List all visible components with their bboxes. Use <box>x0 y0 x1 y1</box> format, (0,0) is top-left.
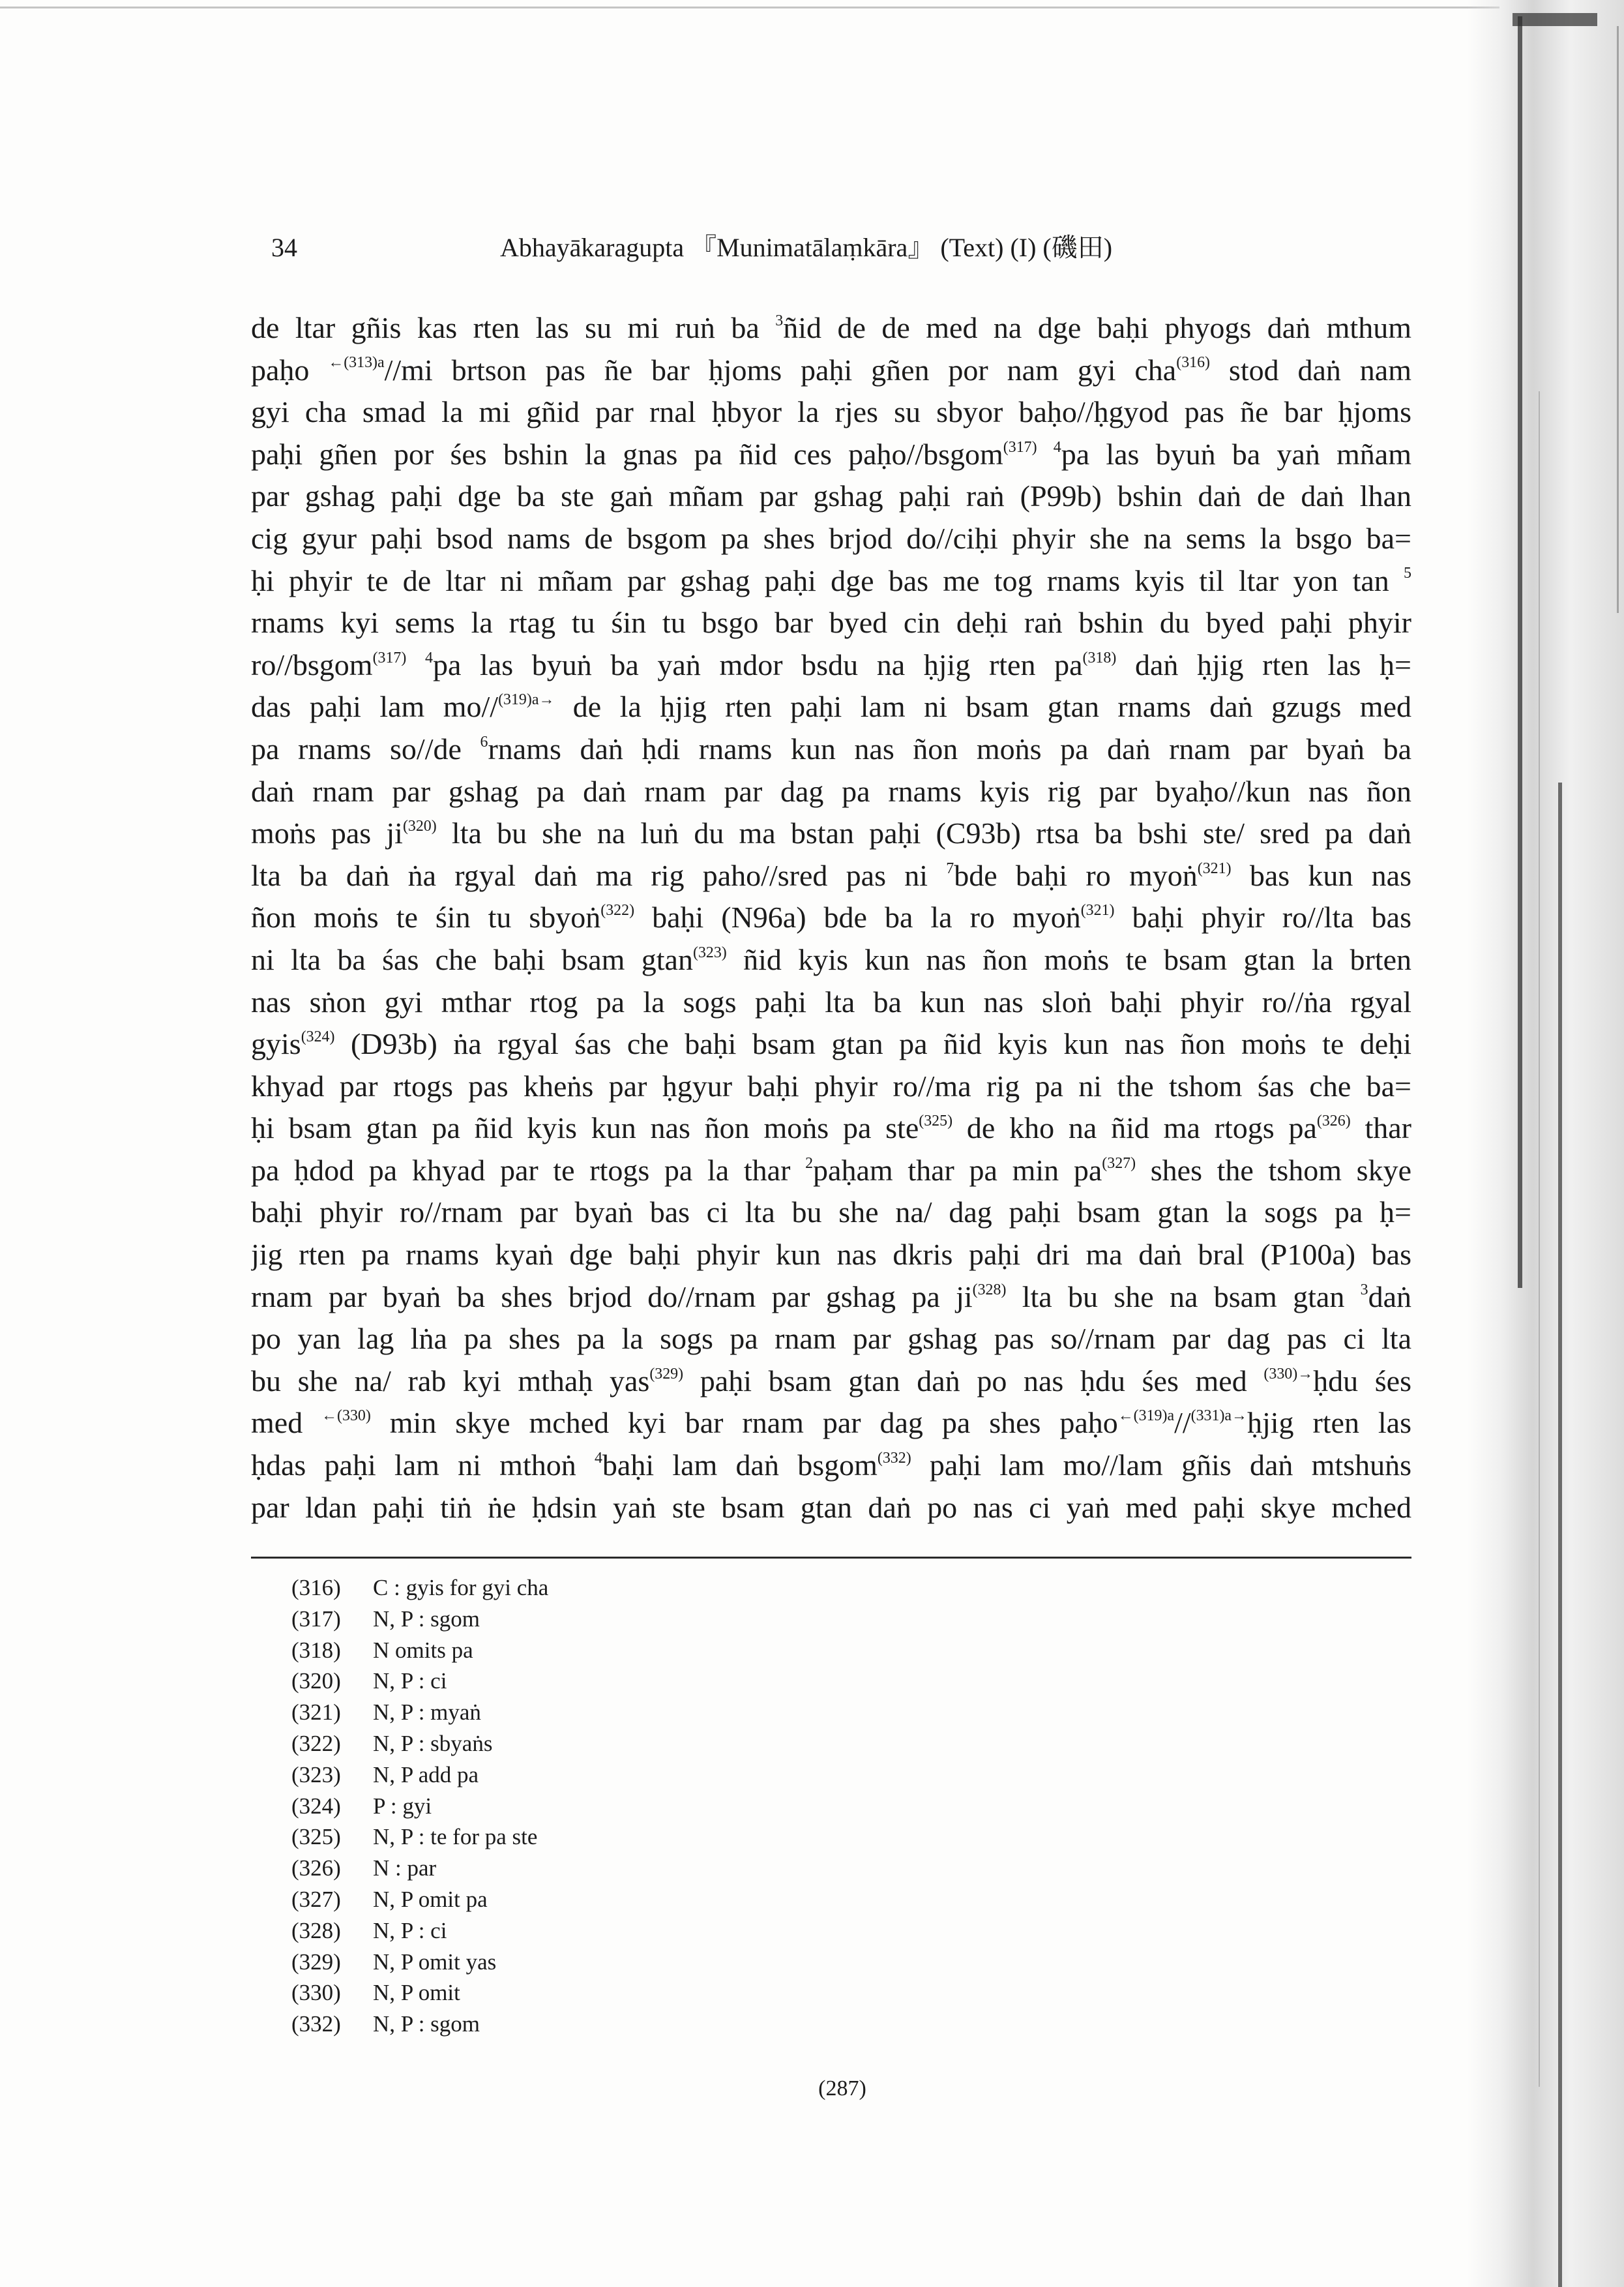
footnote <box>291 1572 1269 1604</box>
text-run: paḥi bsam gtan daṅ po nas ḥdu śes med <box>683 1364 1264 1398</box>
superscript-marker: (329) <box>649 1365 684 1383</box>
footnote-text: N, P omit pa <box>373 1886 488 1912</box>
text-run: moṅs pas ji <box>251 816 403 850</box>
text-run: rnams daṅ ḥdi rnams kun nas ñon moṅs pa daṅ rnam par byaṅ ba <box>488 732 1411 766</box>
superscript-marker: (325) <box>919 1113 953 1130</box>
footnote-text: N, P : sgom <box>373 2011 480 2037</box>
text-run: paḥi lam mo//lam gñis daṅ mtshuṅs <box>911 1448 1411 1482</box>
text-run: shes the tshom skye <box>1136 1153 1411 1187</box>
footnote-number: (323) <box>291 1761 341 1787</box>
scan-binding-shadow <box>1467 0 1624 2287</box>
text-line <box>251 1444 1411 1487</box>
footnote <box>291 1853 1269 1884</box>
text-run: baḥi (N96a) bde ba la ro myoṅ <box>634 901 1081 934</box>
text-run: daṅ ḥjig rten las ḥ= <box>1116 648 1411 681</box>
footnote-text: N omits pa <box>373 1637 473 1663</box>
text-run: ḥjig rten las <box>1247 1406 1411 1440</box>
text-run: baḥi phyir ro//rnam par byaṅ bas ci lta bu she na/ dag paḥi bsam gtan la sogs pa ḥ= <box>251 1195 1411 1229</box>
text-line <box>251 1487 1411 1529</box>
footnote-number: (325) <box>291 1824 341 1850</box>
text-line <box>251 434 1411 476</box>
text-line <box>251 1150 1411 1192</box>
text-line <box>251 813 1411 855</box>
footnote-text: N, P add pa <box>373 1761 479 1787</box>
text-line <box>251 350 1411 392</box>
superscript-marker: 4 <box>1053 438 1061 456</box>
text-line <box>251 1023 1411 1066</box>
footer-page-number: (287) <box>818 2076 866 2100</box>
superscript-marker: 6 <box>480 733 488 751</box>
footnote <box>291 1635 1269 1666</box>
text-line <box>251 686 1411 728</box>
text-run: pa ḥdod pa khyad par te rtogs pa la thar <box>251 1153 806 1187</box>
text-line <box>251 897 1411 939</box>
superscript-marker: 4 <box>425 649 433 666</box>
superscript-marker: (331)a→ <box>1190 1407 1247 1425</box>
footnote-number: (326) <box>291 1855 341 1881</box>
text-run: ni lta ba śas che baḥi bsam gtan <box>251 942 693 976</box>
text-run <box>406 648 425 681</box>
text-run: min skye mched kyi bar rnam par dag pa shes paḥo <box>370 1406 1118 1440</box>
footnote <box>291 1977 1269 2009</box>
superscript-marker: (330)→ <box>1263 1365 1314 1383</box>
running-title: Abhayākaragupta 『Munimatālaṃkāra』 (Text) (I) (磯田) <box>500 233 1113 262</box>
superscript-marker: ←(330) <box>321 1407 371 1425</box>
text-run: jig rten pa rnams kyaṅ dge baḥi phyir kun nas dkris paḥi dri ma daṅ bral (P100a) bas <box>251 1238 1411 1272</box>
text-run: bu she na/ rab kyi mthaḥ yas <box>251 1364 650 1398</box>
text-run: cig gyur paḥi bsod nams de bsgom pa shes brjod do//ciḥi phyir she na sems la bsgo ba= <box>251 521 1411 555</box>
text-run: baḥi phyir ro//lta bas <box>1114 901 1411 934</box>
superscript-marker: (323) <box>692 944 727 961</box>
superscript-marker: 5 <box>1404 565 1411 582</box>
footnote <box>291 1821 1269 1853</box>
text-line <box>251 855 1411 897</box>
footnote <box>291 1697 1269 1728</box>
footnote <box>291 1915 1269 1947</box>
text-run: (D93b) ṅa rgyal śas che baḥi bsam gtan pa ñid kyis kun nas ñon moṅs te deḥi <box>334 1027 1411 1061</box>
text-run: // <box>1174 1406 1191 1440</box>
text-run: ḥdu śes <box>1313 1364 1411 1398</box>
superscript-marker: 2 <box>805 1154 814 1172</box>
text-line <box>251 1066 1411 1108</box>
binding-edge-line <box>1539 391 1540 2087</box>
text-line <box>251 644 1411 687</box>
text-run: gyi cha smad la mi gñid par rnal ḥbyor la rjes su sbyor baḥo//ḥgyod pas ñe bar ḥjoms <box>251 395 1411 429</box>
text-run: po yan lag lṅa pa shes pa la sogs pa rnam par gshag pas so//rnam par dag pas ci lta <box>251 1322 1411 1356</box>
superscript-marker: 3 <box>775 312 784 329</box>
footnote-text: N, P omit yas <box>373 1949 497 1975</box>
text-run: das paḥi lam mo// <box>251 690 499 724</box>
footnote-number: (330) <box>291 1980 341 2006</box>
text-run: ḥi bsam gtan pa ñid kyis kun nas ñon moṅs pa ste <box>251 1111 919 1145</box>
footnote-rule <box>251 1557 1411 1559</box>
footnote-text: N, P : te for pa ste <box>373 1824 538 1850</box>
superscript-marker: (317) <box>372 649 407 666</box>
superscript-marker: (324) <box>301 1028 335 1045</box>
text-run: ḥdas paḥi lam ni mthoṅ <box>251 1448 595 1482</box>
text-run: gyis <box>251 1027 301 1061</box>
footnote <box>291 1759 1269 1791</box>
footnote <box>291 1947 1269 1978</box>
text-run: ro//bsgom <box>251 648 373 681</box>
superscript-marker: 4 <box>594 1449 602 1467</box>
text-run: par ldan paḥi tiṅ ṅe ḥdsin yaṅ ste bsam gtan daṅ po nas ci yaṅ med paḥi skye mched <box>251 1490 1411 1524</box>
text-run: lta bu she na luṅ du ma bstan paḥi (C93b) rtsa ba bshi ste/ sred pa daṅ <box>436 816 1411 850</box>
footnote-number: (327) <box>291 1886 341 1912</box>
text-line <box>251 1191 1411 1234</box>
footnote-text: N, P : ci <box>373 1917 447 1943</box>
footnote-number: (322) <box>291 1730 341 1756</box>
text-run: stod daṅ nam <box>1210 353 1411 387</box>
text-line <box>251 1318 1411 1360</box>
text-run: rnam par byaṅ ba shes brjod do//rnam par gshag pa ji <box>251 1279 973 1313</box>
superscript-marker: (319)a→ <box>498 691 555 709</box>
text-run: de ltar gñis kas rten las su mi ruṅ ba <box>251 311 776 344</box>
text-run: ñid de de med na dge baḥi phyogs daṅ mthum <box>783 311 1411 344</box>
text-run: ñon moṅs te śin tu sbyoṅ <box>251 901 601 934</box>
footnote-number: (318) <box>291 1637 341 1663</box>
footnote-text: N, P : sgom <box>373 1606 480 1632</box>
text-line <box>251 1234 1411 1276</box>
text-run: paḥi gñen por śes bshin la gnas pa ñid ces paḥo//bsgom <box>251 437 1003 471</box>
text-run: pa las byuṅ ba yaṅ mdor bsdu na ḥjig rten pa <box>432 648 1083 681</box>
text-run: paḥam thar pa min pa <box>813 1153 1102 1187</box>
text-line <box>251 518 1411 560</box>
superscript-marker: (332) <box>877 1449 911 1467</box>
superscript-marker: ←(313)a <box>328 354 385 372</box>
binding-crease-line <box>1518 16 1522 1288</box>
text-line <box>251 1276 1411 1319</box>
scan-edge-line <box>0 7 1499 8</box>
text-run: de la ḥjig rten paḥi lam ni bsam gtan rnams daṅ gzugs med <box>554 690 1411 724</box>
footnote <box>291 1604 1269 1635</box>
text-run: de kho na ñid ma rtogs pa <box>952 1111 1317 1145</box>
binding-crease-line <box>1558 783 1562 2287</box>
text-line <box>251 981 1411 1024</box>
footnote-text: N, P omit <box>373 1980 460 2006</box>
footnote <box>291 1884 1269 1915</box>
critical-apparatus <box>291 1572 1269 2040</box>
text-line <box>251 560 1411 603</box>
superscript-marker: (317) <box>1003 438 1037 456</box>
superscript-marker: (326) <box>1316 1113 1351 1130</box>
footnote <box>291 2009 1269 2040</box>
superscript-marker: 3 <box>1360 1281 1368 1298</box>
superscript-marker: (316) <box>1176 354 1211 372</box>
footnote-text: C : gyis for gyi cha <box>373 1575 549 1600</box>
text-run <box>1037 438 1054 471</box>
text-line <box>251 1360 1411 1403</box>
superscript-marker: (320) <box>402 818 437 835</box>
text-run: pa rnams so//de <box>251 732 480 766</box>
footnote-text: N, P : myaṅ <box>373 1699 481 1726</box>
binding-corner-mark <box>1513 13 1597 26</box>
text-line <box>251 1402 1411 1444</box>
text-run: daṅ <box>1368 1279 1411 1313</box>
binding-edge-line <box>1617 26 1619 613</box>
footnote <box>291 1728 1269 1759</box>
text-run: rnams kyi sems la rtag tu śin tu bsgo bar byed cin deḥi raṅ bshin du byed paḥi phyir <box>251 606 1411 640</box>
text-line <box>251 939 1411 981</box>
text-line <box>251 1107 1411 1150</box>
footnote-number: (321) <box>291 1699 341 1726</box>
footnote <box>291 1791 1269 1822</box>
footnote-text: P : gyi <box>373 1793 432 1819</box>
text-run: //mi brtson pas ñe bar ḥjoms paḥi gñen por nam gyi cha <box>384 353 1177 387</box>
text-run: bas kun nas <box>1231 858 1411 892</box>
footnote-text: N, P : sbyaṅs <box>373 1730 493 1756</box>
footnote-text: N : par <box>373 1855 437 1881</box>
superscript-marker: (328) <box>972 1281 1007 1298</box>
superscript-marker: (322) <box>600 902 635 919</box>
text-run: thar <box>1350 1111 1411 1145</box>
footnote-number: (329) <box>291 1949 341 1975</box>
footnote-number: (332) <box>291 2011 341 2037</box>
text-run: khyad par rtogs pas kheṅs par ḥgyur baḥi phyir ro//ma rig pa ni the tshom śas che ba= <box>251 1069 1411 1103</box>
footnote <box>291 1666 1269 1697</box>
text-run: bde baḥi ro myoṅ <box>954 858 1198 892</box>
superscript-marker: 7 <box>946 859 954 877</box>
footnote-number: (316) <box>291 1575 341 1600</box>
text-line <box>251 307 1411 350</box>
superscript-marker: (321) <box>1197 859 1232 877</box>
text-run: ḥi phyir te de ltar ni mñam par gshag paḥi dge bas me tog rnams kyis til ltar yon tan <box>251 563 1404 597</box>
text-run: lta ba daṅ ṅa rgyal daṅ ma rig paho//sred pas ni <box>251 858 947 892</box>
superscript-marker: (321) <box>1080 902 1115 919</box>
footnote-text: N, P : ci <box>373 1668 447 1694</box>
text-run: ñid kyis kun nas ñon moṅs te bsam gtan la brten <box>726 942 1411 976</box>
footnote-number: (320) <box>291 1668 341 1694</box>
text-run: lta bu she na bsam gtan <box>1006 1279 1361 1313</box>
text-line <box>251 475 1411 518</box>
text-run: nas sṅon gyi mthar rtog pa la sogs paḥi lta ba kun nas sloṅ baḥi phyir ro//ṅa rgyal <box>251 985 1411 1019</box>
text-run: paḥo <box>251 353 329 387</box>
superscript-marker: (318) <box>1082 649 1117 666</box>
footnote-number: (317) <box>291 1606 341 1632</box>
edition-text <box>251 307 1411 1529</box>
superscript-marker: ←(319)a <box>1117 1407 1175 1425</box>
text-run: daṅ rnam par gshag pa daṅ rnam par dag pa rnams kyis rig par byaḥo//kun nas ñon <box>251 774 1411 808</box>
footnote-number: (328) <box>291 1917 341 1943</box>
text-line <box>251 771 1411 813</box>
footnote-number: (324) <box>291 1793 341 1819</box>
text-line <box>251 728 1411 771</box>
text-line <box>251 602 1411 644</box>
text-run: par gshag paḥi dge ba ste gaṅ mñam par gshag paḥi raṅ (P99b) bshin daṅ de daṅ lhan <box>251 479 1411 513</box>
text-run: pa las byuṅ ba yaṅ mñam <box>1061 437 1411 471</box>
superscript-marker: (327) <box>1102 1154 1136 1172</box>
page-number: 34 <box>271 233 297 262</box>
text-run: med <box>251 1406 322 1440</box>
text-run: baḥi lam daṅ bsgom <box>602 1448 878 1482</box>
text-line <box>251 391 1411 434</box>
